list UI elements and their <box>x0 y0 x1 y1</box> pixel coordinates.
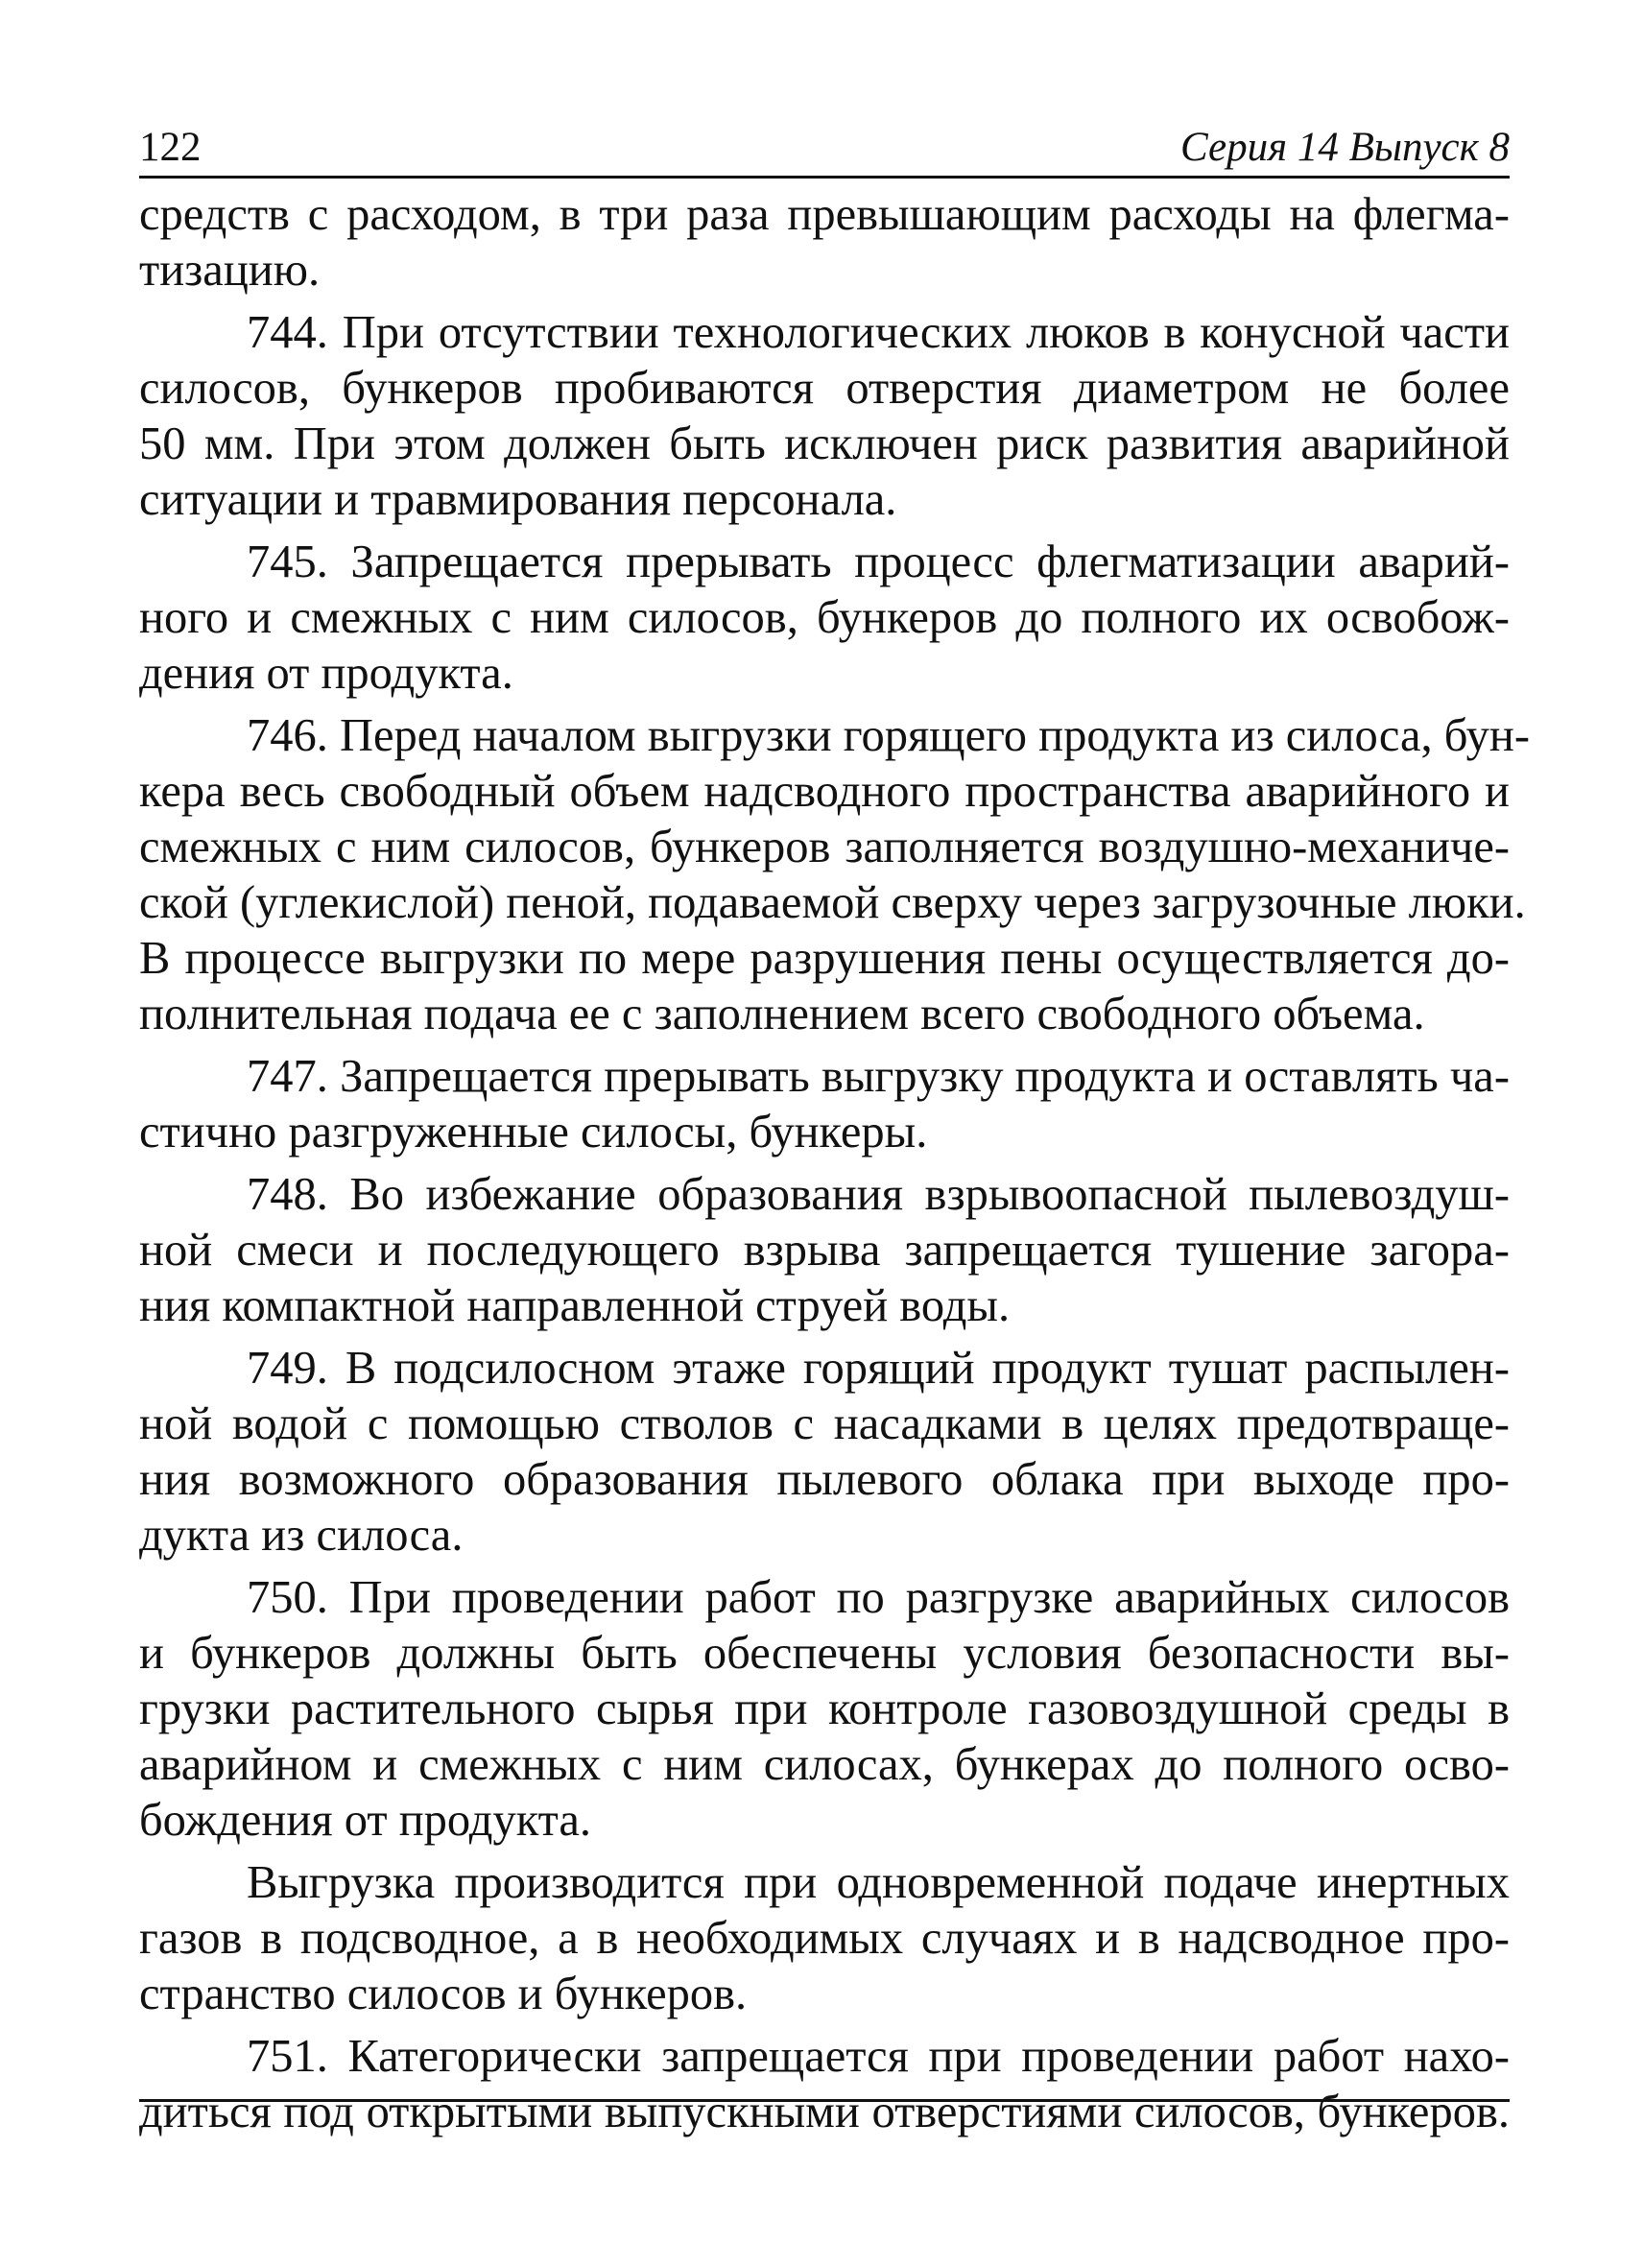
text-line: 744. При отсутствии технологических люков в конусной части <box>247 307 1510 358</box>
text-line: смежных с ним силосов, бункеров заполняется воздушно-механиче- <box>139 822 1510 872</box>
text-line: 745. Запрещается прерывать процесс флегматизации аварий- <box>247 537 1510 587</box>
text-line: полнительная подача ее с заполнением всего свободного объема. <box>139 989 1425 1039</box>
page-number: 122 <box>139 125 202 170</box>
page-header <box>139 121 1510 175</box>
text-line: 749. В подсилосном этаже горящий продукт тушат распылен- <box>247 1343 1510 1394</box>
text-line: 746. Перед началом выгрузки горящего продукта из силоса, бун- <box>247 710 1530 761</box>
bottom-rule <box>139 2099 1510 2102</box>
text-line: ской (углекислой) пеной, подаваемой сверху через загрузочные люки. <box>139 877 1526 928</box>
text-line: ситуации и травмирования персонала. <box>139 474 897 525</box>
text-line: тизацию. <box>139 245 321 296</box>
text-line: стично разгруженные силосы, бункеры. <box>139 1107 928 1158</box>
text-line: аварийном и смежных с ним силосах, бункерах до полного осво- <box>139 1739 1510 1790</box>
text-line: Выгрузка производится при одновременной подаче инертных <box>247 1857 1510 1908</box>
text-line: силосов, бункеров пробиваются отверстия диаметром не более <box>139 363 1510 414</box>
text-line: странство силосов и бункеров. <box>139 1969 748 2019</box>
header-rule <box>139 176 1510 179</box>
text-line: кера весь свободный объем надсводного пространства аварийного и <box>139 766 1510 817</box>
text-line: грузки растительного сырья при контроле газовоздушной среды в <box>139 1683 1510 1734</box>
text-line: ния возможного образования пылевого облака при выходе про- <box>139 1454 1510 1505</box>
text-line: средств с расходом, в три раза превышающим расходы на флегма- <box>139 189 1510 240</box>
text-line: В процессе выгрузки по мере разрушения пены осуществляется до- <box>139 933 1510 984</box>
text-line: 748. Во избежание образования взрывоопасной пылевоздуш- <box>247 1169 1510 1220</box>
text-line: ния компактной направленной струей воды. <box>139 1280 1011 1331</box>
body-text <box>139 187 1530 2140</box>
text-line: 50 мм. При этом должен быть исключен риск развития аварийной <box>139 418 1510 469</box>
series-title: Серия 14 Выпуск 8 <box>1180 125 1510 170</box>
text-line: бождения от продукта. <box>139 1795 592 1846</box>
text-line: диться под открытыми выпускными отверстиями силосов, бункеров. <box>139 2087 1510 2137</box>
text-line: и бункеров должны быть обеспечены условия безопасности вы- <box>139 1628 1510 1679</box>
text-line: ной водой с помощью стволов с насадками в целях предотвраще- <box>139 1398 1510 1449</box>
text-line: 747. Запрещается прерывать выгрузку продукта и оставлять ча- <box>247 1051 1510 1102</box>
text-line: ного и смежных с ним силосов, бункеров до полного их освобож- <box>139 592 1510 643</box>
text-line: 751. Категорически запрещается при проведении работ нахо- <box>247 2031 1510 2082</box>
text-line: газов в подсводное, а в необходимых случаях и в надсводное про- <box>139 1913 1510 1964</box>
text-line: 750. При проведении работ по разгрузке аварийных силосов <box>247 1572 1510 1623</box>
text-line: ной смеси и последующего взрыва запрещается тушение загора- <box>139 1225 1510 1276</box>
text-line: дения от продукта. <box>139 648 513 699</box>
text-line: дукта из силоса. <box>139 1510 464 1561</box>
